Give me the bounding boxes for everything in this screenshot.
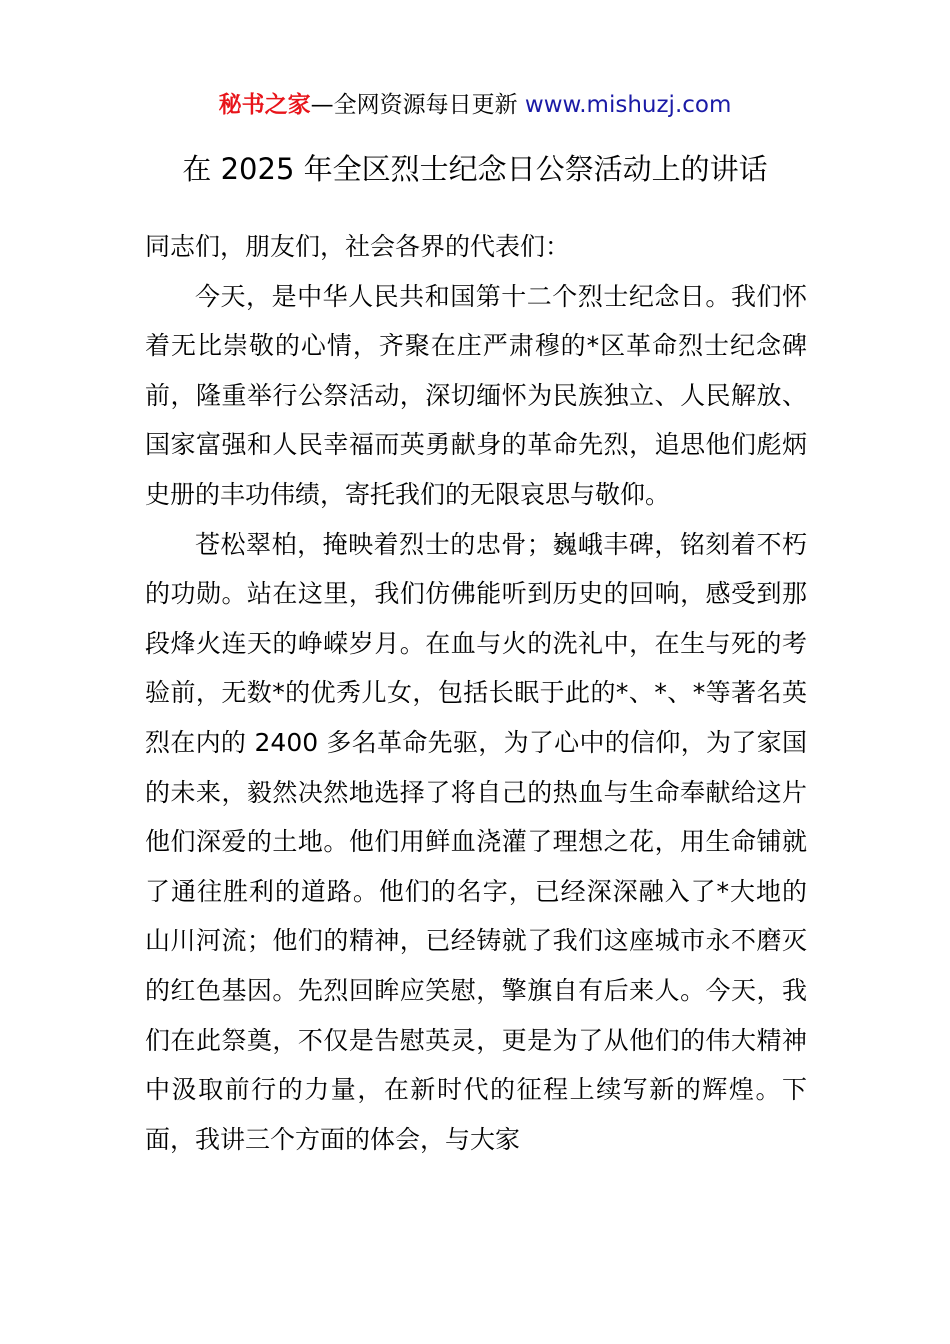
paragraph-1: 今天，是中华人民共和国第十二个烈士纪念日。我们怀着无比崇敬的心情，齐聚在庄严肃穆的*区革命烈士纪念碑前，隆重举行公祭活动，深切缅怀为民族独立、人民解放、国家富强和人民幸福而英勇献身的革命先烈，追思他们彪炳史册的丰功伟绩，寄托我们的无限哀思与敬仰。 bbox=[145, 281, 807, 509]
salutation: 同志们，朋友们，社会各界的代表们： bbox=[145, 232, 571, 261]
site-header bbox=[0, 88, 950, 122]
document-title: 在 2025 年全区烈士纪念日公祭活动上的讲话 bbox=[182, 152, 768, 186]
document-body bbox=[145, 222, 807, 1164]
paragraph-2: 苍松翠柏，掩映着烈士的忠骨；巍峨丰碑，铭刻着不朽的功勋。站在这里，我们仿佛能听到历史的回响，感受到那段烽火连天的峥嵘岁月。在血与火的洗礼中，在生与死的考验前，无数*的优秀儿女，包括长眠于此的*、*、*等著名英烈在内的 2400 多名革命先驱，为了心中的信仰，为了家国的未来，毅然决然地选择了将自己的热血与生命奉献给这片他们深爱的土地。他们用鲜血浇灌了理想之花，用生命铺就了通往胜利的道路。他们的名字，已经深深融入了*大地的山川河流；他们的精神，已经铸就了我们这座城市永不磨灭的红色基因。先烈回眸应笑慰，擎旗自有后来人。今天，我们在此祭奠，不仅是告慰英灵，更是为了从他们的伟大精神中汲取前行的力量，在新时代的征程上续写新的辉煌。下面，我讲三个方面的体会，与大家 bbox=[145, 529, 807, 1154]
site-tagline: —全网资源每日更新 bbox=[310, 92, 525, 118]
site-brand: 秘书之家 bbox=[218, 92, 311, 118]
site-url[interactable]: www.mishuzj.com bbox=[524, 92, 732, 118]
